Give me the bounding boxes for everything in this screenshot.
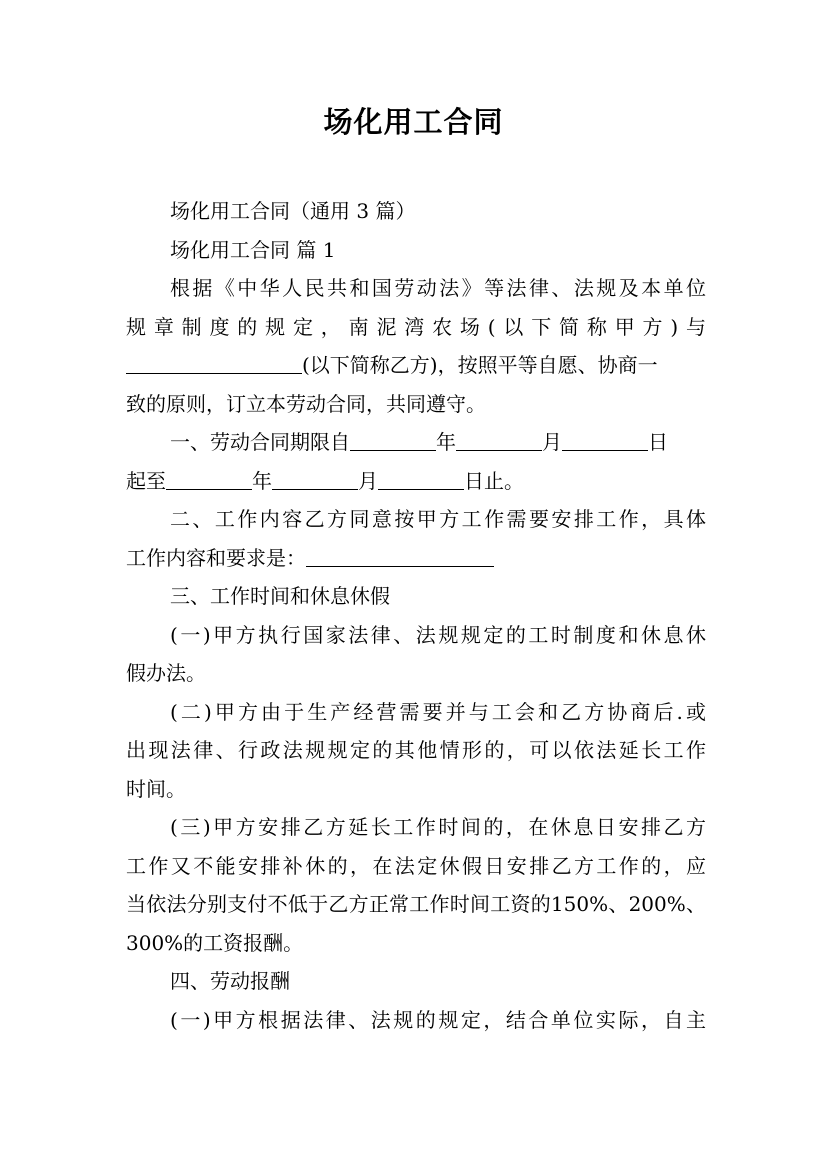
paragraph-line: 300%的工资报酬。 — [126, 930, 304, 955]
paragraph-line: 当依法分别支付不低于乙方正常工作时间工资的150%、200%、 — [126, 892, 706, 916]
paragraph-line: (一)甲方根据法律、法规的规定，结合单位实际，自主 — [170, 1007, 706, 1032]
work-content-blank[interactable] — [306, 542, 494, 567]
paragraph-line: 根据《中华人民共和国劳动法》等法律、法规及本单位 — [170, 276, 706, 300]
start-month-blank[interactable] — [456, 426, 542, 451]
start-year-blank[interactable] — [350, 426, 436, 451]
paragraph-line: 工作内容和要求是： — [126, 539, 706, 578]
section-heading: 场化用工合同 篇 1 — [170, 237, 336, 262]
end-day-blank[interactable] — [378, 465, 464, 490]
paragraph-line: (一)甲方执行国家法律、法规规定的工时制度和休息休 — [170, 622, 706, 647]
end-month-blank[interactable] — [272, 465, 358, 490]
paragraph-line: 工作又不能安排补休的，在法定休假日安排乙方工作的，应 — [126, 853, 706, 878]
paragraph-line: (二)甲方由于生产经营需要并与工会和乙方协商后.或 — [170, 699, 706, 724]
subtitle: 场化用工合同（通用 3 篇） — [170, 199, 416, 223]
paragraph-line: 出现法律、行政法规规定的其他情形的，可以依法延长工作 — [126, 738, 706, 762]
paragraph-line: 规章制度的规定，南泥湾农场(以下简称甲方)与 — [126, 314, 706, 339]
contract-term-line: 一、劳动合同期限自 年 月 日 — [126, 423, 706, 462]
party-b-name-blank[interactable] — [126, 349, 302, 374]
document-body — [126, 192, 706, 1039]
section-heading: 三、工作时间和休息休假 — [170, 584, 390, 608]
paragraph-line: 二、工作内容乙方同意按甲方工作需要安排工作，具体 — [170, 507, 706, 531]
end-year-blank[interactable] — [166, 465, 252, 490]
paragraph-line: (以下简称乙方)，按照平等自愿、协商一 — [126, 346, 706, 385]
paragraph-line: 假办法。 — [126, 661, 206, 685]
paragraph-line: (三)甲方安排乙方延长工作时间的，在休息日安排乙方 — [170, 815, 706, 839]
document-title: 场化用工合同 — [323, 105, 504, 139]
section-heading: 四、劳动报酬 — [170, 969, 290, 993]
contract-term-line: 起至 年 月 日止。 — [126, 462, 706, 501]
paragraph-line: 致的原则，订立本劳动合同，共同遵守。 — [126, 391, 486, 416]
paragraph-line: 时间。 — [126, 776, 186, 801]
start-day-blank[interactable] — [562, 426, 648, 451]
